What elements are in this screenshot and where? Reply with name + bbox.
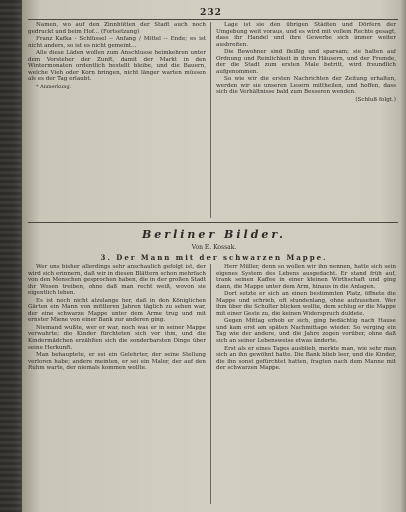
column-divider <box>210 22 211 218</box>
paragraph: Es ist noch nicht alzulange her, daß in den Königlichen Gärten ein Mann von mittleren Jahren täglich zu sehen war, der eine schwarze Mappe unter dem Arme trug und mit ernster Miene von einer Bank zur anderen ging. <box>28 297 206 324</box>
paragraph: So wie wir die ersten Nachrichten der Zeitung erhalten, werden wir sie unseren Lesern mittheilen, und hoffen, dass sich die Verhältnisse bald zum Besseren wenden. <box>216 76 396 96</box>
paragraph: Erst als er eines Tages ausblieb, merkte man, wie sehr man sich an ihn gewöhnt hatte. Die Bank blieb leer, und die Kinder, die ihn sonst gefürchtet hatten, fragten nach dem Manne mit der schwarzen Mappe. <box>216 345 396 372</box>
paragraph: Franz Kafka - Schlüssel -- Anfang / Mittel -- Ende; es ist nicht anders, so ist es nicht gemeint... <box>28 36 206 49</box>
paragraph: Niemand wußte, wer er war, noch was er in seiner Mappe verwahrte; die Kinder fürchteten sich vor ihm, und die Kindermädchen erzählten sich die sonderbarsten Dinge über seine Herkunft. <box>28 324 206 351</box>
section-title: Berliner Bilder. <box>141 228 287 241</box>
section-rule <box>28 222 398 223</box>
column-divider <box>210 264 211 504</box>
book-page <box>22 8 400 508</box>
paragraph: Man behauptete, er sei ein Gelehrter, der seine Stellung verloren habe; andere meinten, er sei ein Maler, der auf den Ruhm warte, der niemals kommen wollte. <box>28 352 206 372</box>
continuation-note: (Schluß folgt.) <box>355 97 396 104</box>
book-binding <box>0 0 22 512</box>
top-left-column <box>28 22 206 218</box>
paragraph: Dort setzte er sich an einen bestimmten Platz, öffnete die Mappe und schrieb, oft stundenlang, ohne aufzusehen. Wer ihm über die Schulter blicken wollte, dem schlug er die Mappe mit einer Geste zu, die keinen Widerspruch duldete. <box>216 291 396 317</box>
paragraph: Herr Müller, denn so wollen wir ihn nennen, hatte sich sein eigenes System des Lebens ausgedacht. Er stand früh auf, trank seinen Kaffee in einer kleinen Wirthschaft und ging dann, die Mappe unter dem Arm, hinaus in die Anlagen. <box>216 264 396 290</box>
paragraph: Die Bewohner sind fleißig und sparsam; sie halten auf Ordnung und Reinlichkeit in ihren Häusern, und der Fremde, der die Stadt zum ersten Male betritt, wird freundlich aufgenommen. <box>216 49 396 75</box>
paragraph: Alle diese Läden wollen zum Anschlusse heimkehren unter dem Vorsteher der Zunft, damit der Markt in den Wintermonaten ordentlich bestellt bleibe, und die Bauern, welche Vieh oder Korn bringen, nicht länger warten müssen als es der Tag erlaubt. <box>28 50 206 83</box>
section-author: Von E. Kossak. <box>191 244 237 251</box>
page-number: 232 <box>200 8 222 18</box>
paragraph: Namen, wo auf den Zinnhütten der Stadt auch noch gedruckt und beim Hof... (Fortsetzung) <box>28 22 206 35</box>
bottom-right-column <box>216 264 396 504</box>
section-subtitle: 3. Der Mann mit der schwarzen Mappe. <box>100 253 328 262</box>
top-right-column <box>216 22 396 218</box>
paragraph: Wer uns bisher allerdings sehr anschaulich gefolgt ist, der wird sich erinnern, daß wir in diesen Blättern schon mehrfach von den Menschen gesprochen haben, die in der großen Stadt ihr Wesen treiben, ohne daß man recht weiß, wovon sie eigentlich leben. <box>28 264 206 297</box>
header-rule <box>28 19 398 20</box>
bottom-left-column <box>28 264 206 504</box>
footnote: * Anmerkung. <box>36 83 72 90</box>
paragraph: Lage ist sie den übrigen Städten und Dörfern der Umgebung weit voraus, und es wird mit vollem Rechte gesagt, dass ihr Handel und ihre Gewerbe sich immer weiter ausbreiten. <box>216 22 396 48</box>
paragraph: Gegen Mittag erhob er sich, ging bedächtig nach Hause und kam erst am späten Nachmittage wieder. So verging ein Tag wie der andere, und die Jahre zogen vorüber, ohne daß sich an seiner Lebensweise etwas änderte. <box>216 318 396 345</box>
